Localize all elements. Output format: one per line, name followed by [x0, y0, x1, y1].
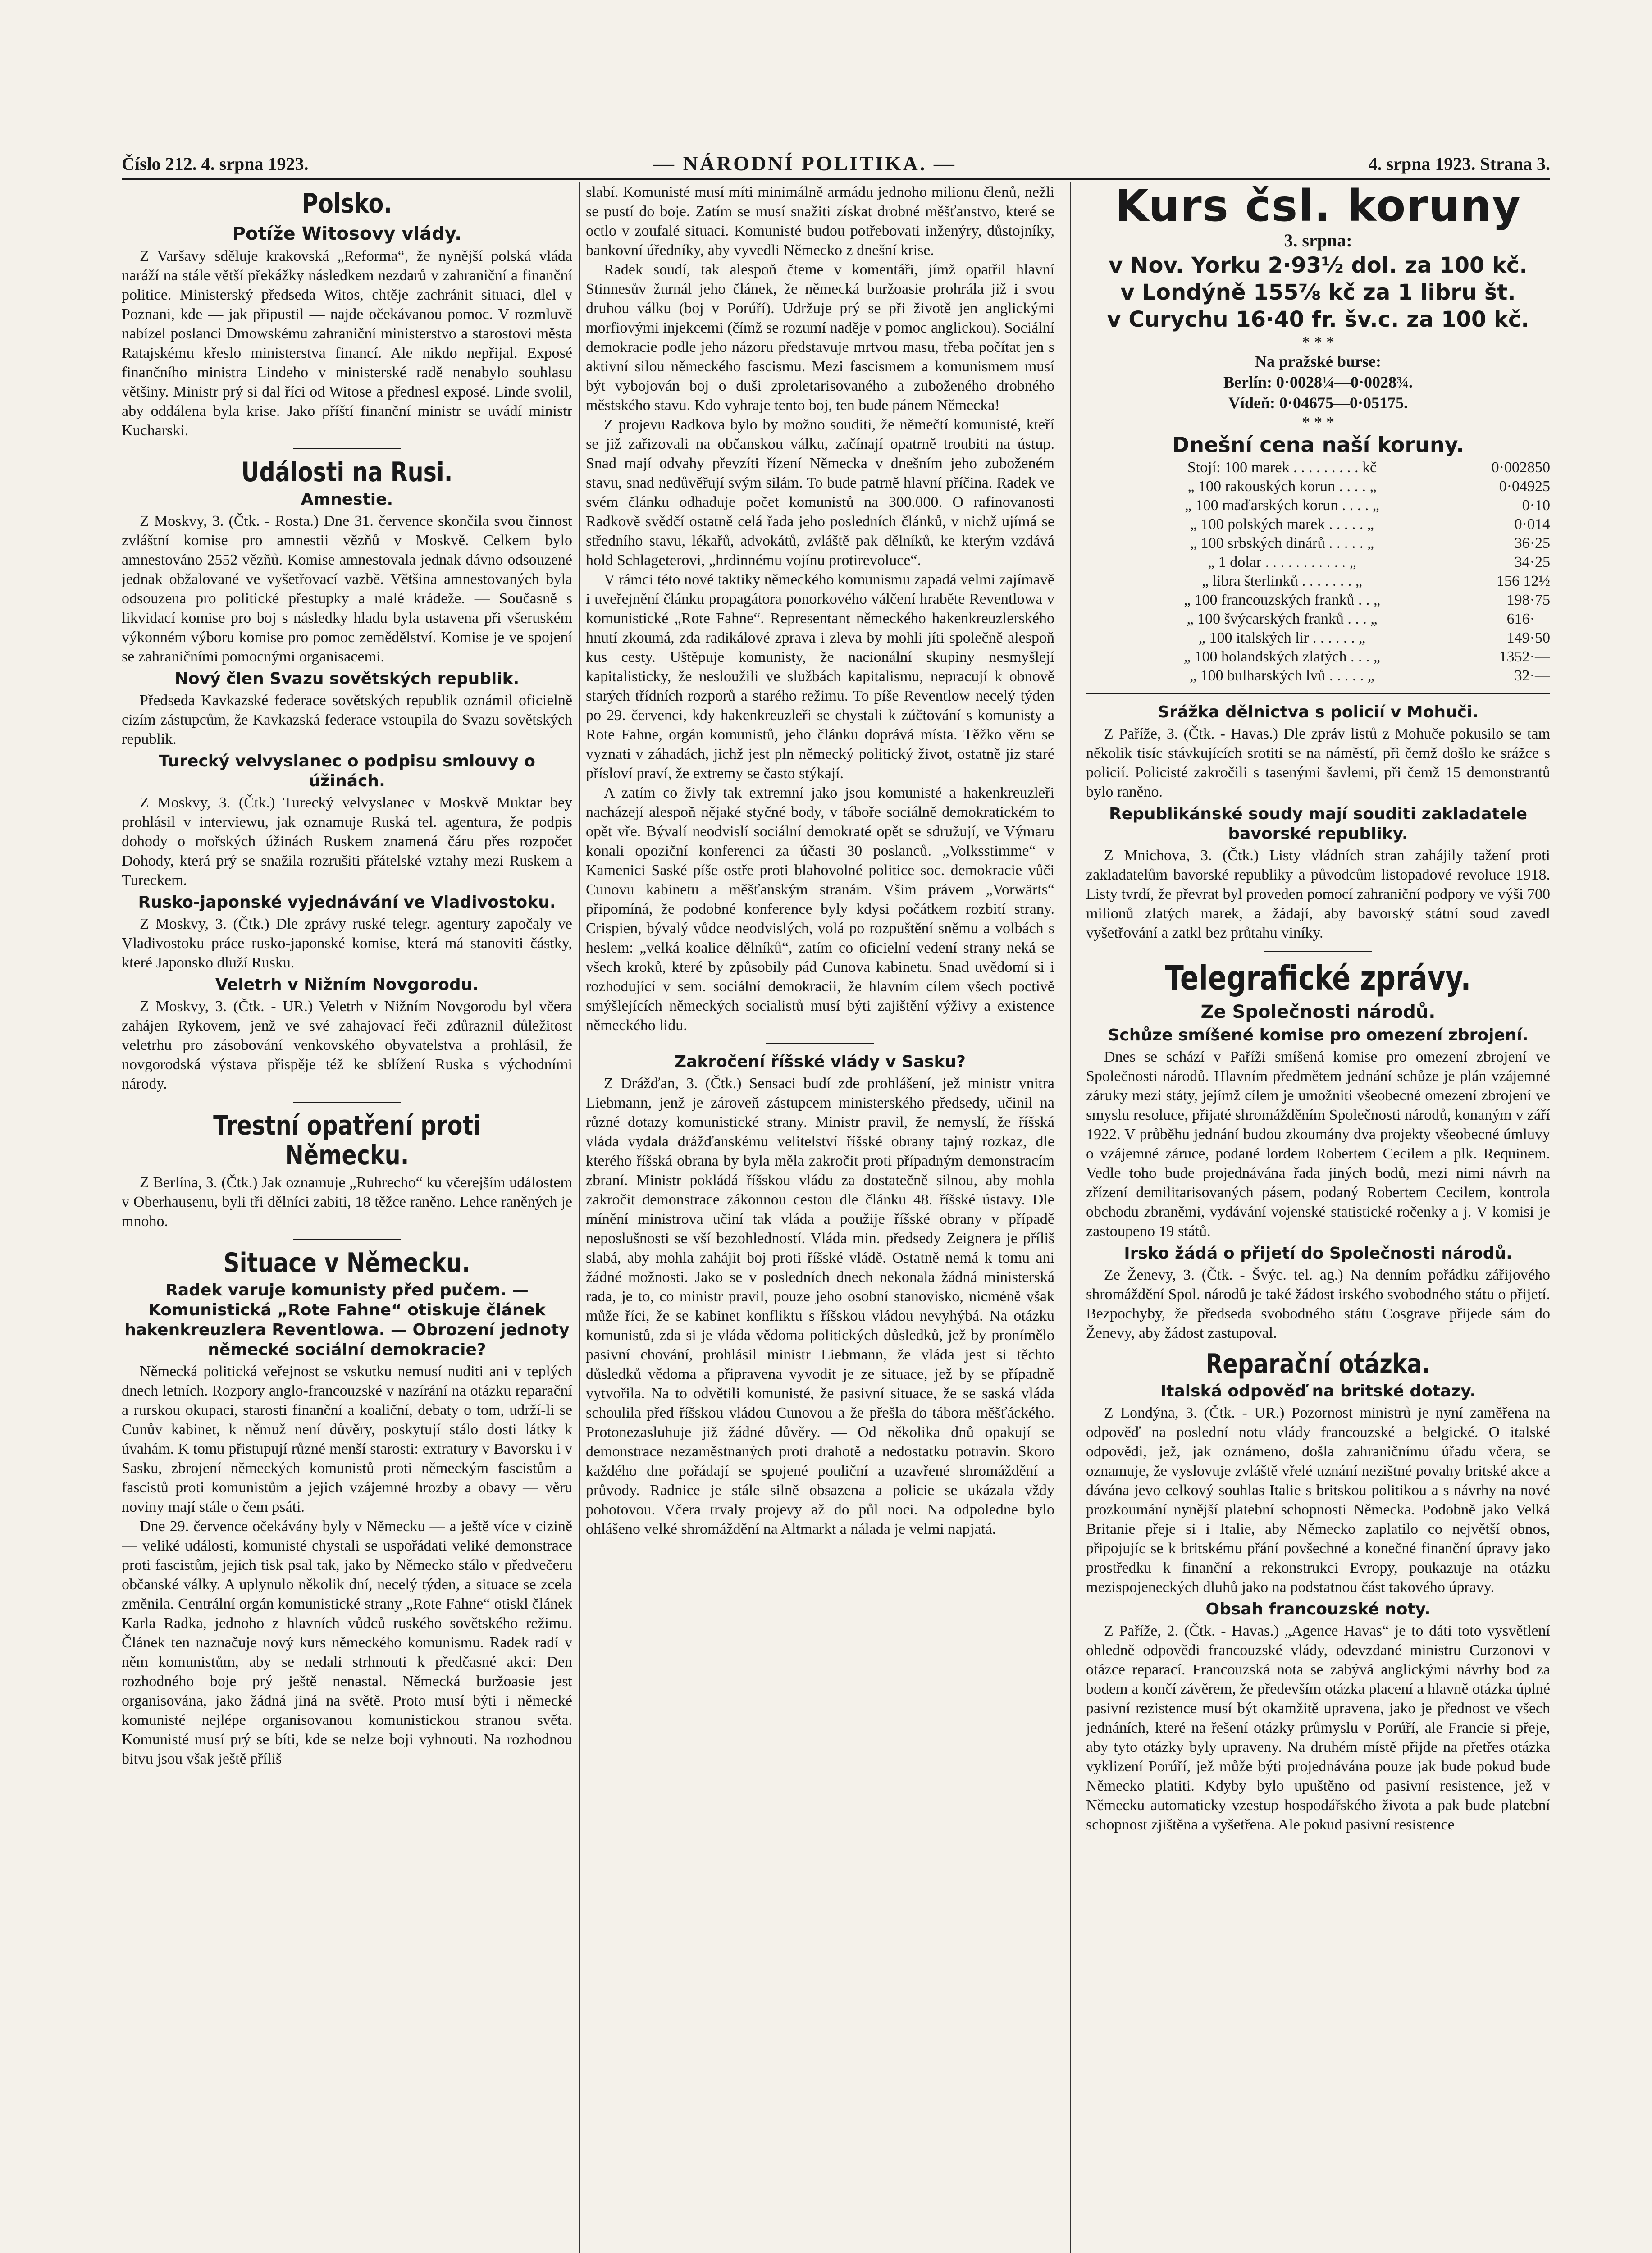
rate-label: Stojí: 100 marek . . . . . . . . . kč [1187, 459, 1377, 476]
section-head: Zakročení říšské vlády v Sasku? [675, 1053, 966, 1071]
rate-value: 1352·— [1499, 648, 1550, 665]
rates-table [1086, 458, 1550, 685]
divider [293, 1102, 401, 1103]
rate-label: „ 100 polských marek . . . . . „ [1190, 516, 1374, 533]
article-text: Z Varšavy sděluje krakovská „Reforma“, že nynější polská vláda naráží na stále větší překážky následkem nezdarů v zahraniční a finanční politice. Ministerský předseda Witos, chtěje zachránit situaci, dlel v Poznani, kde — jak připustil — najde očekávanou pomoc. V rozmluvě nabízel poslanci Dmowskému zahraniční ministerstvo a starostovi města Ratajskému křeslo ministerstva financí. Ale nikdo nepřijal. Exposé finančního ministra Lindeho v ministerské radě nenabylo souhlasu většiny. Ministr prý si dal říci od Witose a přednesl exposé. Linde svolil, aby oddálena byla krise. Jako příští finanční ministr se uvádí ministr Kucharski. [122, 248, 572, 439]
rate-value: 0·014 [1514, 516, 1550, 533]
rate-row [1086, 572, 1550, 591]
article-text: Z Berlína, 3. (Čtk.) Jak oznamuje „Ruhrecho“ ku včerejším událostem v Oberhausenu, byli tři dělníci zabiti, 18 těžce raněno. Lehce raněných je mnoho. [122, 1174, 572, 1230]
rate-row [1086, 591, 1550, 610]
rate-value: 0·04925 [1499, 478, 1550, 495]
currency-date: 3. srpna: [1284, 230, 1352, 251]
article-text: Z Drážďan, 3. (Čtk.) Sensaci budí zde prohlášení, jež ministr vnitra Liebmann, jenž je zároveň zástupcem ministerského předsedy, učinil na různé dotazy komunistické strany. Ministr pravil, že nemyslí, že říšská vláda vydala drážďanskému velitelství říšské obrany tajný rozkaz, dle kterého říšská obrana by byla měla zakročit proti případným demonstracím zbraní. Ministr pokládá říšskou vládu za dostatečně silnou, aby mohla zakročit demonstrace zákonnou cestou dle článku 48. říšské ústavy. Dle mínění ministrova učiní tak vláda a použije říšské obrany v případě neposlušnosti se vší bezohledností. Vláda min. předsedy Zeignera je příliš slabá, aby mohla zahájit boj proti říšské vládě. Ostatně nemá k tomu ani žádné možnosti. Jako se v posledních dnech nekonala žádná ministerská rada, je to, co ministr pravil, pouze jeho osobní stanovisko, nicméně však může říci, že se kabinet konfliktu s říšskou vládou nevyhýbá. Na otázku komunistů, zda si je vláda vědoma politických důsledků, jež by pronímělo pasivní chování, prohlásil ministr Liebmann, že vláda jest si těchto důsledků vědoma a připravena vyvodit je ze situace, jež by se případně vytvořila. Na to odvětili komunisté, že pasivní situace, že se saská vláda schoulila před říšskou vládou Cunovou a že přešla do tábora měšťáckého. Protonezasluhuje již žádné důvěry. — Od několika dnů opakují se demonstrace nezaměstnaných proti drahotě a nedostatku potravin. Skoro každého dne pořádají se spojené pouliční a uzavřené shromáždění a průvody. Radnice je stále silně obsazena a policie se ukázala vždy pohotovou. Včera trvaly projevy až do půl noci. Na odpoledne bylo ohlášeno velké shromáždění na Altmarkt a nálada je velmi napjatá. [586, 1075, 1054, 1537]
article-text: Z Paříže, 3. (Čtk. - Havas.) Dle zpráv listů z Mohuče pokusilo se tam několik tisíc stávkujících srotiti se na náměstí, při čemž došlo ke srážce s policií. Policisté zakročili s tasenými šavlemi, při čemž 15 demonstrantů bylo raněno. [1086, 725, 1550, 800]
article-text: Německá politická veřejnost se vskutku nemusí nuditi ani v teplých dnech letních. Rozpory anglo-francouzské v nazírání na otázku reparační a rurskou okupaci, starosti finanční a koaliční, debaty o tom, udrží-li se Cunův kabinet, k němuž není důvěry, poskytují stálo dosti látky k úvahám. K tomu přistupují různé menší starosti: extratury v Bavorsku i v Sasku, zbrojení německých komunistů proti německým fascistům a fascistů proti komunistům a jejich vzájemné hrozby a obavy — věru noviny mají stále o čem psáti. [122, 1363, 572, 1515]
rate-label: „ libra šterlinků . . . . . . . „ [1202, 573, 1362, 589]
issue-number: Číslo 212. 4. srpna 1923. [122, 154, 309, 174]
bourse-berlin: Berlín: 0·0028¼—0·0028¾. [1223, 373, 1413, 391]
column-1 [122, 182, 572, 2253]
article-text: Z Moskvy, 3. (Čtk.) Dle zprávy ruské telegr. agentury započaly ve Vladivostoku práce rusko-japonské komise, která má stanoviti částky, které Japonsko dluží Rusku. [122, 916, 572, 971]
article-title-rus: Události na Rusi. [241, 456, 453, 488]
article-title-trestni: Trestní opatření proti Německu. [213, 1110, 481, 1171]
rate-label: „ 1 dolar . . . . . . . . . . . „ [1208, 554, 1356, 570]
rate-label: „ 100 holandských zlatých . . . „ [1183, 648, 1381, 665]
rate-new-york: v Nov. Yorku 2·93½ dol. za 100 kč. [1109, 253, 1528, 278]
rate-row [1086, 666, 1550, 685]
rates-head: Dnešní cena naší koruny. [1172, 433, 1464, 457]
rate-row [1086, 458, 1550, 477]
section-head: Italská odpověď na britské dotazy. [1160, 1382, 1476, 1400]
newspaper-title: — NÁRODNÍ POLITIKA. — [653, 152, 956, 175]
rate-row [1086, 610, 1550, 629]
article-text: Radek soudí, tak alespoň čteme v komentáři, jímž opatřil hlavní Stinnesův žurnál jeho článek, že německá buržoasie prohrála již i svou druhou válku (boj v Porúří). Udržuje prý se při životě jen anglickými morfiovými injekcemi (čímž se rozumí naděje v pomoc anglickou). Sociální demokracie podle jeho názoru představuje mrtvou masu, třeba počítat jen s aktivní silou německého fascismu. Mezi fascismem a komunismem musí být vybojován boj o duši zproletarisovaného a zuboženého drobného městského stavu. Kdo vyhraje tento boj, ten bude pánem Německa! [586, 261, 1054, 414]
rate-value: 149·50 [1506, 629, 1550, 646]
article-text: Z Mnichova, 3. (Čtk.) Listy vládních stran zahájily tažení proti zakladatelům bavorské republiky a původcům listopadové revoluce 1918. Listy tvrdí, že převrat byl proveden pomocí zahraniční podpory ve výši 700 milionů zlatých marek, a žádají, aby bavorský státní soud zavedl vyšetřování a zatkl bez průtahu viníky. [1086, 847, 1550, 941]
rate-label: „ 100 francouzských franků . . „ [1183, 592, 1381, 608]
rate-label: „ 100 bulharských lvů . . . . . „ [1190, 667, 1374, 684]
section-head: Turecký velvyslanec o podpisu smlouvy o úžinách. [159, 752, 535, 790]
rate-value: 36·25 [1514, 535, 1550, 552]
article-text: Dnes se schází v Paříži smíšená komise pro omezení zbrojení ve Společnosti národů. Hlavním předmětem jednání schůze je plán vzájemné záruky mezi státy, jejímž cílem je umožniti všeobecné omezení zbrojení ve smyslu resoluce, přijaté shromážděním Společnosti národů, konaným v září 1922. V průběhu jednání budou zkoumány dva projekty všeobecné úmluvy o vzájemné záruce, podané lordem Robertem Cecilem a plk. Requinem. Vedle toho bude projednávána řada jiných bodů, mezi nimi návrh na zřízení demilitarisovaných pásem, podaný Robertem Cecilem, kontrola obchodu zbraněmi, vydávání vojenské statistické ročenky a j. V komisi je zastoupeno 19 států. [1086, 1049, 1550, 1240]
rate-value: 198·75 [1506, 592, 1550, 608]
section-head: Srážka dělnictva s policií v Mohuči. [1158, 703, 1479, 721]
rate-label: „ 100 italských lir . . . . . . „ [1198, 629, 1366, 646]
article-text: Předseda Kavkazské federace sovětských republik oznámil oficielně cizím zástupcům, že Kavkazská federace vstoupila do Svazu sovětských republik. [122, 692, 572, 748]
article-text: Z Moskvy, 3. (Čtk. - UR.) Veletrh v Nižním Novgorodu byl včera zahájen Rykovem, jenž ve své zahajovací řeči zdůraznil důležitost veletrhu pro zásobování venkovského obyvatelstva a prohlásil, že novgorodská výstava přispěje též ke sblížení Ruska s východními národy. [122, 998, 572, 1092]
rate-value: 32·— [1514, 667, 1550, 684]
rate-label: „ 100 srbských dinárů . . . . . „ [1190, 535, 1374, 552]
telegraph-title: Telegrafické zprávy. [1165, 959, 1471, 998]
section-head: Amnestie. [301, 490, 393, 509]
rate-value: 34·25 [1514, 554, 1550, 570]
rate-row [1086, 496, 1550, 515]
section-head: Obsah francouzské noty. [1205, 1600, 1431, 1619]
rate-london: v Londýně 155⅞ kč za 1 libru št. [1120, 280, 1516, 305]
column-3 [1086, 182, 1550, 2253]
divider [766, 1043, 874, 1044]
article-text: Z Londýna, 3. (Čtk. - UR.) Pozornost ministrů je nyní zaměřena na odpověď na poslední notu vlády francouzské a belgické. O italské odpovědi, jež, jak oznámeno, došla zahraničnímu úřadu včera, se oznamuje, že vyslovuje zvláště vřelé uznání nezištné povahy britské akce a dávána jevo celkový souhlas Italie s britskou politikou a s návrhy na nové prozkoumání nynější platební schopnosti Německa. Podobně jako Velká Britanie přeje si i Italie, aby Německo zaplatilo co největší obnos, připojujíc se k britskému přání povšechné a konečné finanční úpravy jako prostředku k finanční a rekonstrukci Evropy, poukazuje na otázku mezispojeneckých dluhů jako na podstatnou část takového úpravy. [1086, 1405, 1550, 1596]
article-title-reparacni: Reparační otázka. [1205, 1348, 1431, 1380]
divider [1264, 951, 1372, 952]
article-text: slabí. Komunisté musí míti minimálně armádu jednoho milionu členů, nežli se pustí do boje. Zatím se musí snažiti získat drobné měšťanstvo, které se octlo v zoufalé situaci. Komunisté budou potřebovati inženýry, důstojníky, bankovní úředníky, aby vyvedli Německo z dnešní krise. [586, 184, 1054, 259]
section-head: Republikánské soudy mají souditi zakladatele bavorské republiky. [1109, 805, 1528, 843]
article-text: Z Moskvy, 3. (Čtk. - Rosta.) Dne 31. července skončila svou činnost zvláštní komise pro amnestii vězňů v Moskvě. Celkem bylo amnestováno 2552 vězňů. Komise amnestovala jednak dávno odsouzené jednak obžalované ve vyšetřovací vazbě. Většina amnestovaných byla odsouzena pro politické přestupky a malé krádeže. — Současně s likvidací komise pro boj s následky hladu byla ustavena při všeruském výkonném výboru komise pro pomoc zemědělství. Komise je ve spojení se zahraničními pomocnými organisacemi. [122, 513, 572, 665]
section-head: Nový člen Svazu sovětských republik. [174, 670, 520, 688]
divider [293, 448, 401, 449]
rate-row [1086, 648, 1550, 666]
section-head: Veletrh v Nižním Novgorodu. [215, 976, 479, 994]
article-title-situace: Situace v Německu. [224, 1247, 470, 1279]
rate-label: „ 100 maďarských korun . . . . „ [1185, 497, 1379, 514]
article-text: Z projevu Radkova bylo by možno souditi, že němečtí komunisté, kteří se již zařizovali na občanskou válku, začínají opatrně troubiti na ústup. Snad mají odvahy převzíti řízení Německa v dnešním jeho zuboženém stavu, snad nedůvěřují svým silám. To bude patrně hlavní příčina. Radek ve svém článku odhaduje počet komunistů na 300.000. O rafinovanosti Radkově svědčí ostatně celá řada jeho posledních článků, v nichž ujímá se středního stavu, lékařů, advokátů, zvláště pak dělníků, ke kterým vzdává hold Schlageterovi, „hrdinnému vojínu protirevoluce“. [586, 416, 1054, 569]
rate-label: „ 100 švýcarských franků . . . „ [1187, 611, 1378, 627]
column-divider [579, 182, 580, 2253]
article-text: Z Paříže, 2. (Čtk. - Havas.) „Agence Havas“ je to dáti toto vysvětlení ohledně odpovědi francouzské vlády, odevzdané ministru Curzonovi v otázce reparací. Francouzská nota se zabývá anglickými návrhy bod za bodem a končí závěrem, že především otázka placení a hlavně otázka úplné pasivní rezistence musí být okamžitě upravena, jako je přednost ve všech jednáních, které na řešení otázky průmyslu v Porúří, ale Francie si přeje, aby tyto otázky byly upraveny. Na druhém místě přijde na přetřes otázka vyklizení Porúří, jež může býti projednávána pouze jak bude pokud bude Německo platiti. Kdyby bylo upuštěno od pasivní resistence, jež v Německu automaticky vzestup hospodářského života a pak bude platební schopnost zjištěna a vyšetřena. Ale pokud pasivní resistence [1086, 1623, 1550, 1833]
separator-stars: * * * [1302, 333, 1334, 351]
rate-zurich: v Curychu 16·40 fr. šv.c. za 100 kč. [1107, 307, 1529, 332]
currency-title: Kurs čsl. koruny [1115, 182, 1521, 231]
section-head: Irsko žádá o přijetí do Společnosti národů. [1124, 1244, 1512, 1263]
rate-value: 0·002850 [1491, 459, 1550, 476]
rate-row [1086, 534, 1550, 553]
bourse-vienna: Vídeň: 0·04675—0·05175. [1228, 394, 1408, 412]
rate-row [1086, 629, 1550, 648]
article-text: Ze Ženevy, 3. (Čtk. - Švýc. tel. ag.) Na denním pořádku zářijového shromáždění Spol. národů je také žádost irského svobodného státu o přijetí. Bezpochyby, že předseda svobodného státu Cosgrave přijede sám do Ženevy, aby žádost zastupoval. [1086, 1267, 1550, 1341]
article-subtitle: Potíže Witosovy vlády. [232, 223, 462, 244]
column-divider [1070, 182, 1071, 2253]
currency-box [1086, 182, 1550, 685]
page-number: 4. srpna 1923. Strana 3. [1368, 154, 1550, 174]
article-text: Z Moskvy, 3. (Čtk.) Turecký velvyslanec v Moskvě Muktar bey prohlásil v interviewu, jak oznamuje Ruská tel. agentura, že podpis dohody o mořských úžinách Ruskem znamená čáru přes rozpočet Dohody, která prý se snažila rozrušiti přátelské vztahy mezi Ruskem a Tureckem. [122, 794, 572, 889]
separator-stars: * * * [1302, 413, 1334, 431]
article-text: Dne 29. července očekávány byly v Německu — a ještě více v cizině — veliké události, komunisté chystali se uspořádati veliké demonstrace proti fascistům, jejich tisk psal tak, jako by Německo stálo v předvečeru občanské války. A uplynulo několik dní, necelý týden, a situace se zcela změnila. Centrální orgán komunistické strany „Rote Fahne“ otiskl článek Karla Radka, jednoho z hlavních vůdců ruského sovětského režimu. Článek ten naznačuje nový kurs německého komunismu. Radek radí v něm komunistům, aby se nedali strhnouti k předčasné akci: Den rozhodného boje prý ještě nenastal. Německá buržoasie jest organisována, jako žádná jiná na světě. Proto musí býti i německé komunisté nejlépe organisovanou komunistickou stranou světa. Komunisté musí prý se bíti, kde se nelze boji vyhnouti. Na rozhodnou bitvu jsou však ještě příliš [122, 1518, 572, 1767]
rate-label: „ 100 rakouských korun . . . . „ [1187, 478, 1377, 495]
article-title-polsko: Polsko. [302, 188, 392, 219]
section-head: Schůze smíšené komise pro omezení zbrojení. [1108, 1026, 1529, 1044]
rate-value: 616·— [1506, 611, 1550, 627]
rate-value: 156 12½ [1497, 573, 1550, 589]
article-subtitle: Radek varuje komunisty před pučem. — Komunistická „Rote Fahne“ otiskuje článek hakenkreuzlera Reventlowa. — Obrození jednoty německé sociální demokracie? [124, 1281, 570, 1359]
rate-row [1086, 515, 1550, 534]
section-head: Rusko-japonské vyjednávání ve Vladivostoku. [138, 893, 556, 912]
section-subtitle: Ze Společnosti národů. [1200, 1002, 1436, 1022]
bourse-head: Na pražské burse: [1255, 352, 1381, 370]
divider [1086, 693, 1550, 694]
rate-row [1086, 477, 1550, 496]
article-text: A zatím co živly tak extremní jako jsou komunisté a hakenkreuzleři nacházejí alespoň nějaké styčné body, v táboře sociálně demokratickém to opět vře. Bývalí neodvislí sociální demokraté opět se sdružují, ve Výmaru konali opoziční konferenci za účasti 30 poslanců. „Volksstimme“ v Kamenici Saské píše ostře proti blahovolné politice soc. demokracie vůči Cunovu kabinetu a měšťanským stranám. Všim právem „Vorwärts“ připomíná, že podobné konference byly kdysi počátkem rozbití strany. Crispien, bývalý vůdce neodvislých, volá po rozpuštění sněmu a volbách s heslem: „velká koalice dělníků“, zatím co oficielní vedení strany neká se všech kroků, které by způsobily pád Cunova kabinetu. Snad uvědomí si i rozhodující v sem. sociální demokracii, že hlavním cílem všech poctivě smýšlejících německých socialistů musí býti zajištění výživy a existence německého lidu. [586, 784, 1054, 1034]
article-text: V rámci této nové taktiky německého komunismu zapadá velmi zajímavě i uveřejnění článku propagátora ponorkového válčení hraběte Reventlowa v komunistické „Rote Fahne“. Representant německého hakenkreuzlerského hnutí zkoumá, zda radikálové zprava i zleva by mohli jíti společně alespoň kus cesty. Uštěpuje komunisty, že nacionální skupiny nesmyšlejí kapitalisticky, že nesloužili ve službách kapitalismu, nepracují k obnově starých třídních rozporů a starého režimu. To píše Reventlow necelý týden po 29. červenci, kdy hakenkreuzleři se chystali k zúčtování s komunisty a Rote Fahne, orgán komunistů, jeho článku doprává místa. Těžko věru se vyznati v záhadách, jichž jest pln německý politický život, ostatně jiz staré přísloví praví, že extremy se často stýkají. [586, 571, 1054, 782]
column-2 [586, 182, 1054, 2253]
divider [293, 1239, 401, 1240]
masthead [122, 149, 1550, 180]
rate-value: 0·10 [1522, 497, 1550, 514]
rate-row [1086, 553, 1550, 572]
header-rule [122, 178, 1550, 180]
